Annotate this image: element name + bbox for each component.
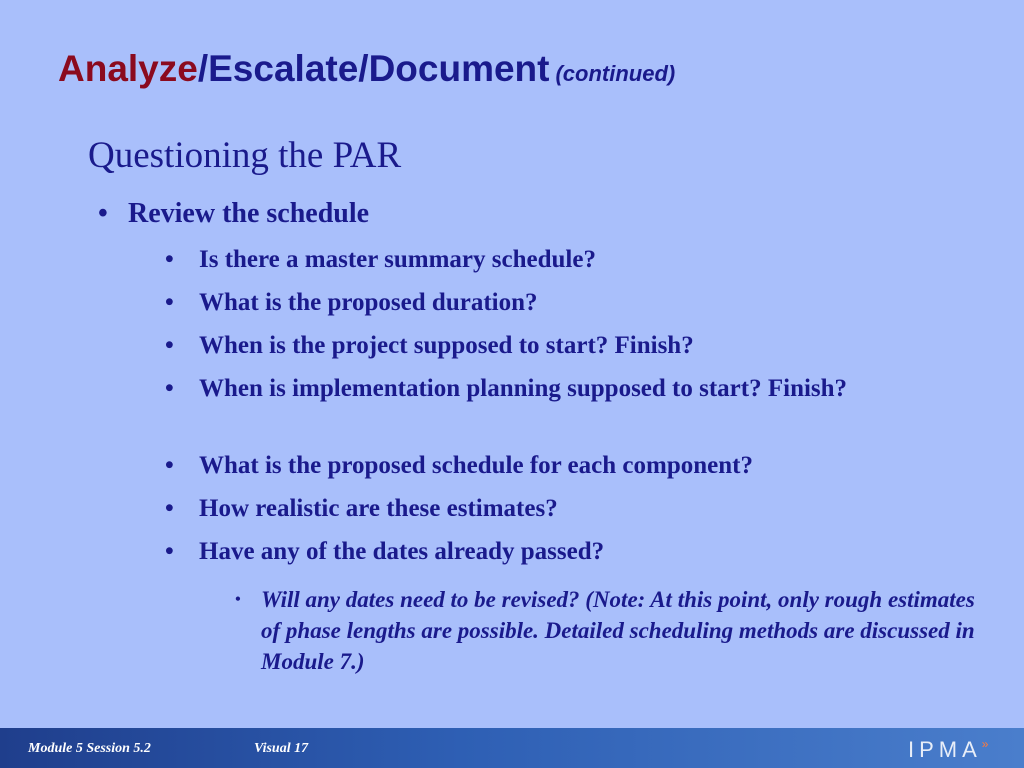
bullet-level2-item: [165, 449, 925, 483]
chevron-right-icon: »: [981, 737, 989, 751]
footer-module: Module 5 Session 5.2: [28, 741, 151, 756]
slide-subtitle: Questioning the PAR: [88, 135, 402, 176]
bullet-dot-icon: •: [165, 495, 174, 522]
bullet-level2-text: What is the proposed schedule for each component?: [199, 452, 753, 479]
bullet-dot-icon: •: [165, 246, 174, 273]
bullet-level2-text: When is implementation planning supposed to start? Finish?: [199, 375, 848, 402]
bullet-dot-icon: •: [165, 289, 174, 316]
bullet-dot-icon: •: [165, 332, 174, 359]
bullet-level1: [98, 198, 369, 230]
bullet-level2-item: [165, 492, 925, 526]
bullet-level2-text: How realistic are these estimates?: [199, 495, 558, 522]
bullet-level2-text: Have any of the dates already passed?: [199, 538, 605, 565]
ipma-logo-text: IPMA: [908, 737, 982, 762]
bullet-dot-icon: •: [165, 375, 174, 402]
title-rest: /Escalate/Document: [197, 48, 550, 89]
bullet-level2-item: [165, 243, 925, 277]
bullet-level1-text: Review the schedule: [128, 198, 370, 229]
bullet-level2-text: Is there a master summary schedule?: [199, 246, 596, 273]
bullet-level2-text: When is the project supposed to start? Finish?: [199, 332, 694, 359]
slide-title: [58, 48, 675, 90]
footer-bar: [0, 728, 1024, 768]
title-analyze: Analyze: [58, 48, 198, 89]
bullet-dot-icon: •: [98, 198, 108, 229]
bullet-level3-text: Will any dates need to be revised? (Note: At this point, only rough estimates of phase lengths are possible. Detailed scheduling methods are discussed in Module 7.): [261, 587, 975, 674]
bullet-level2-item: [165, 372, 905, 406]
bullet-level2-item: [165, 329, 925, 363]
ipma-logo: [908, 737, 988, 763]
bullet-level3: [235, 584, 975, 677]
bullet-dot-icon: •: [235, 591, 241, 608]
bullet-level2-item: [165, 535, 925, 569]
title-continued: (continued): [555, 61, 676, 86]
bullet-dot-icon: •: [165, 538, 174, 565]
bullet-level2-item: [165, 286, 925, 320]
footer-visual-number: Visual 17: [254, 741, 309, 756]
bullet-level2-text: What is the proposed duration?: [199, 289, 538, 316]
bullet-dot-icon: •: [165, 452, 174, 479]
